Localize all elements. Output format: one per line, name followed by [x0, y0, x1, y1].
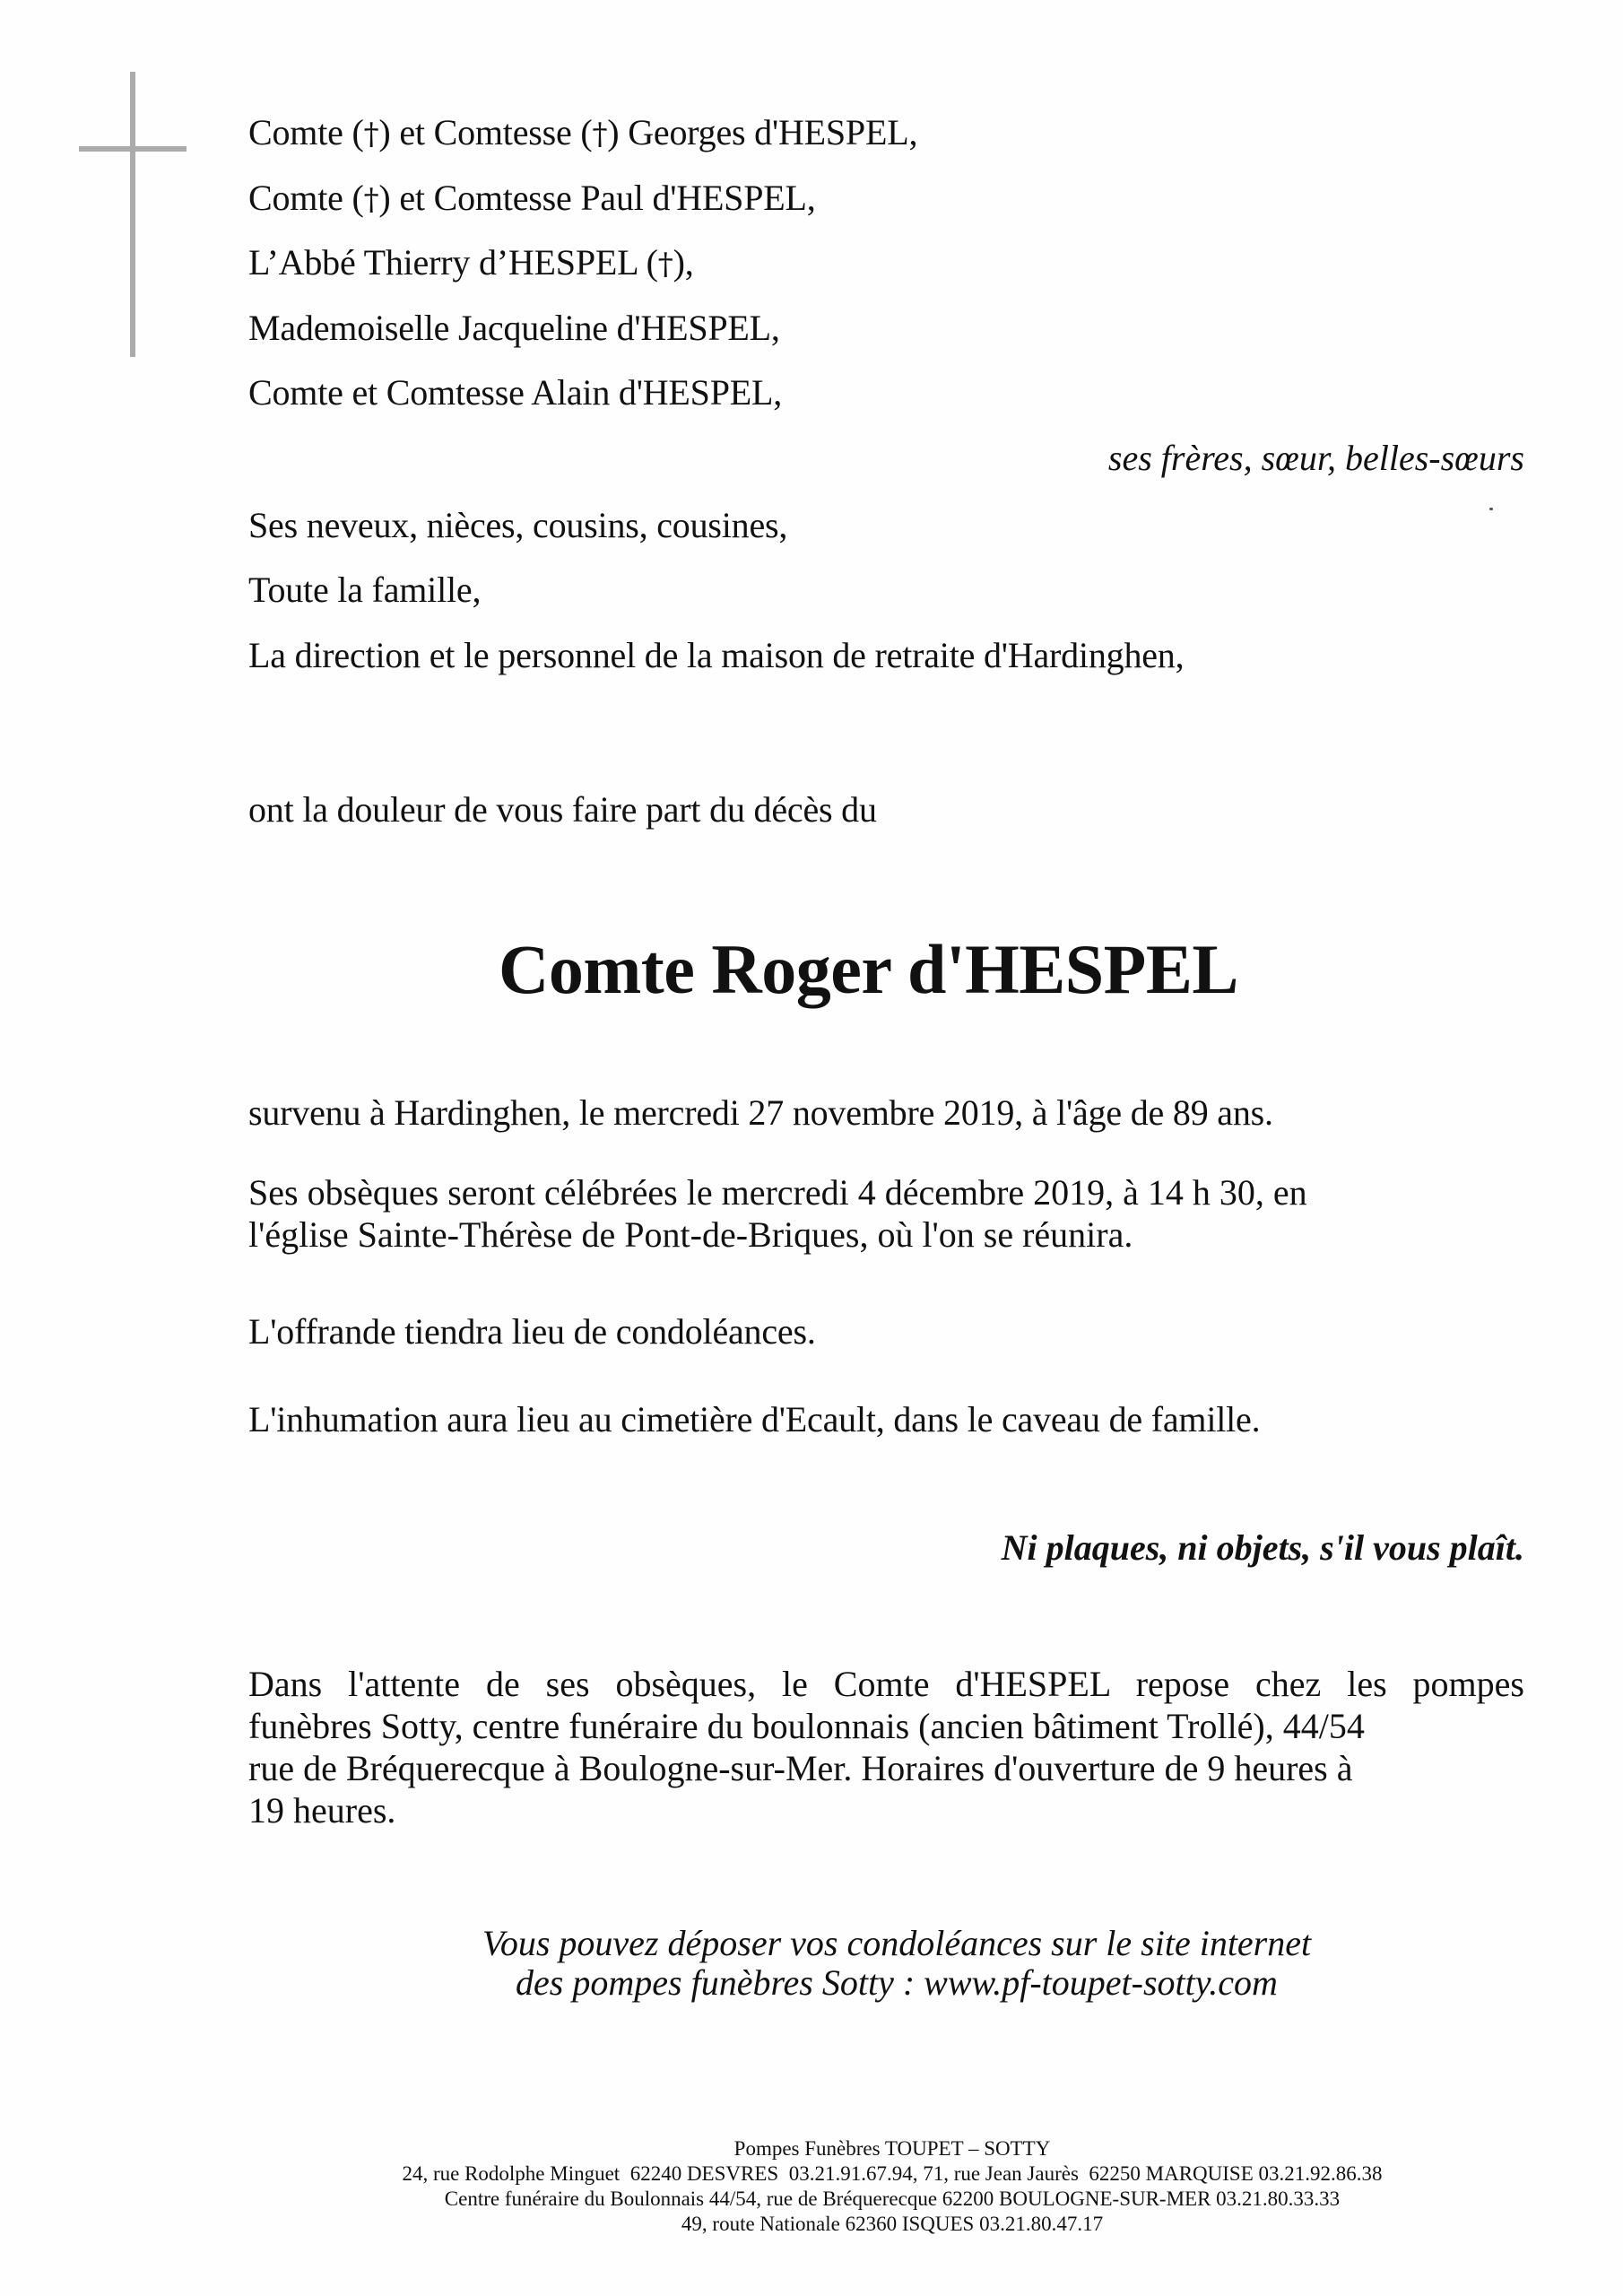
repose-line: rue de Bréquerecque à Boulogne-sur-Mer. Horaires d'ouverture de 9 heures à: [248, 1748, 1353, 1788]
dagger-icon: †: [363, 117, 379, 152]
dagger-icon: †: [363, 182, 379, 218]
condolences-line: Vous pouvez déposer vos condoléances sur le site internet: [482, 1923, 1312, 1963]
family-line: [248, 241, 694, 286]
dagger-icon: †: [592, 117, 608, 152]
funeral-line: Ses obsèques seront célébrées le mercredi 4 décembre 2019, à 14 h 30, en: [248, 1172, 1307, 1213]
extended-family-line: Ses neveux, nièces, cousins, cousines,: [248, 505, 788, 545]
text-fragment: L’Abbé Thierry d’HESPEL (: [248, 242, 658, 283]
text-fragment: Comte et Comtesse Alain d'HESPEL,: [248, 372, 783, 413]
funeral-line: l'église Sainte-Thérèse de Pont-de-Briques, où l'on se réunira.: [248, 1214, 1133, 1255]
extended-family-line: La direction et le personnel de la maison de retraite d'Hardinghen,: [248, 635, 1185, 675]
footer-line: Pompes Funèbres TOUPET – SOTTY: [733, 2137, 1051, 2160]
footer-line: 49, route Nationale 62360 ISQUES 03.21.80.47.17: [681, 2213, 1104, 2235]
text-fragment: Comte (: [248, 178, 364, 218]
text-fragment: ),: [673, 242, 694, 283]
repose-line: 19 heures.: [248, 1790, 396, 1831]
relation-note: ses frères, sœur, belles-sœurs: [1107, 438, 1524, 478]
repose-line: Dans l'attente de ses obsèques, le Comte d'HESPEL repose chez les pompes: [248, 1664, 1524, 1704]
announcement-intro: ont la douleur de vous faire part du décès du: [248, 789, 877, 830]
extended-family-line: Toute la famille,: [248, 570, 482, 610]
death-details: survenu à Hardinghen, le mercredi 27 novembre 2019, à l'âge de 89 ans.: [248, 1092, 1273, 1133]
deceased-name: Comte Roger d'HESPEL: [499, 930, 1238, 1008]
family-line: [248, 307, 780, 350]
repose-paragraph: [248, 1663, 1524, 1831]
scan-speck: [1489, 508, 1493, 510]
offering-note: L'offrande tiendra lieu de condoléances.: [248, 1311, 816, 1352]
cross-horizontal-bar: [79, 146, 187, 152]
text-fragment: Mademoiselle Jacqueline d'HESPEL,: [248, 308, 780, 348]
footer-line: Centre funéraire du Boulonnais 44/54, rue de Bréquerecque 62200 BOULOGNE-SUR-MER 03.21.80.33.33: [444, 2187, 1341, 2210]
text-fragment: ) et Comtesse (: [378, 112, 593, 152]
funeral-paragraph: [248, 1171, 1524, 1256]
dagger-icon: †: [657, 247, 673, 283]
text-fragment: Comte (: [248, 112, 364, 152]
family-line: [248, 177, 816, 222]
burial-note: L'inhumation aura lieu au cimetière d'Ecault, dans le caveau de famille.: [248, 1399, 1261, 1439]
repose-line: funèbres Sotty, centre funéraire du boulonnais (ancien bâtiment Trollé), 44/54: [248, 1706, 1365, 1746]
family-line: [248, 371, 782, 414]
funeral-home-footer: [354, 2136, 1430, 2237]
condolences-note: [430, 1924, 1363, 2003]
footer-line: 24, rue Rodolphe Minguet 62240 DESVRES 03.21.91.67.94, 71, rue Jean Jaurès 62250 MARQUISE 03.21.92.86.38: [402, 2162, 1383, 2185]
request-note: Ni plaques, ni objets, s'il vous plaît.: [1001, 1527, 1524, 1568]
condolences-line: des pompes funèbres Sotty : www.pf-toupet-sotty.com: [516, 1962, 1278, 2003]
cross-vertical-bar: [130, 72, 135, 357]
text-fragment: ) Georges d'HESPEL,: [607, 112, 918, 152]
family-line: [248, 111, 917, 156]
text-fragment: ) et Comtesse Paul d'HESPEL,: [378, 178, 816, 218]
